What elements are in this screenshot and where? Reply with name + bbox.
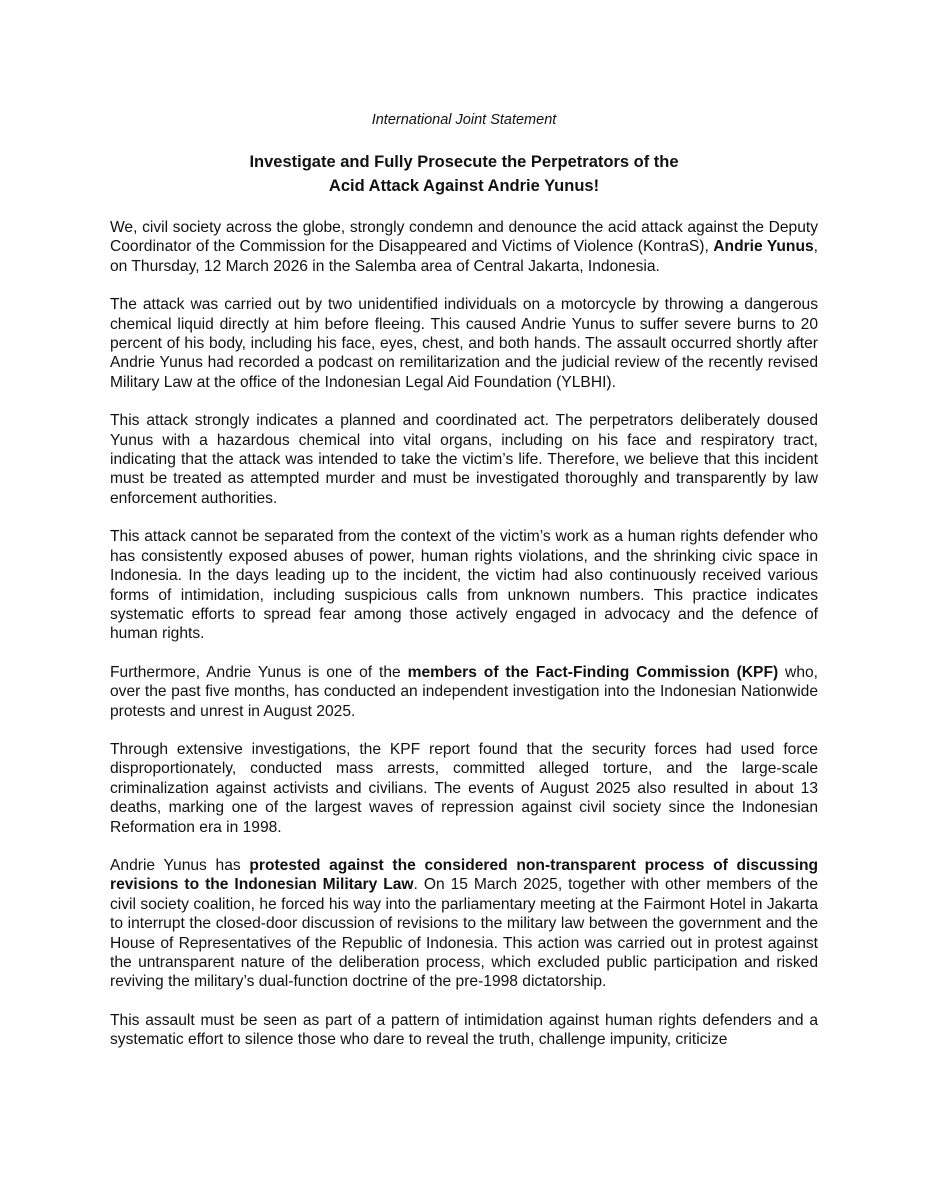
document-body <box>110 110 818 1069</box>
p7-text-a: Andrie Yunus has <box>110 856 250 874</box>
document-title <box>110 150 818 198</box>
p1-victim-name: Andrie Yunus <box>713 238 814 256</box>
p5-text-a: Furthermore, Andrie Yunus is one of the <box>110 663 408 681</box>
p7-text-c: . On 15 March 2025, together with other members of the civil society coalition, he forced his way into the parliamentary meeting at the Fairmont Hotel in Jakarta to interrupt the closed-door discussion of revisions to the military law between the government and the House of Representatives of the Republic of Indonesia. This action was carried out in protest against the untransparent nature of the deliberation process, which excluded public participation and risked reviving the military’s dual-function doctrine of the pre-1998 dictatorship. <box>110 876 818 991</box>
paragraph-military-law-protest <box>110 856 818 992</box>
paragraph-condemnation <box>110 218 818 276</box>
p5-kpf-bold: members of the Fact-Finding Commission (KPF) <box>407 663 779 681</box>
p1-text-c: , on Thursday, 12 March 2026 in the Salemba area of Central Jakarta, Indonesia. <box>110 238 818 275</box>
statement-type-label: International Joint Statement <box>371 112 557 128</box>
p5-text-c: who, over the past five months, has conducted an independent investigation into the Indonesian Nationwide protests and unrest in August 2025. <box>110 663 818 720</box>
paragraph-pattern-intimidation: This assault must be seen as part of a pattern of intimidation against human rights defenders and a systematic effort to silence those who dare to reveal the truth, challenge impunity, criticize <box>110 1011 818 1049</box>
paragraph-kpf-member <box>110 663 818 721</box>
title-line-1: Investigate and Fully Prosecute the Perpetrators of the <box>249 153 679 171</box>
paragraph-kpf-findings: Through extensive investigations, the KPF report found that the security forces had used force disproportionately, conducted mass arrests, committed alleged torture, and the large-scale criminalization against activists and civilians. The events of August 2025 also resulted in about 13 deaths, marking one of the largest waves of repression against civil society since the Indonesian Reformation era in 1998. <box>110 740 818 836</box>
title-line-2: Acid Attack Against Andrie Yunus! <box>328 177 600 195</box>
p7-protest-bold: protested against the considered non-transparent process of discussing revisions to the Indonesian Military Law <box>110 856 818 894</box>
p1-text-a: We, civil society across the globe, strongly condemn and denounce the acid attack against the Deputy Coordinator of the Commission for the Disappeared and Victims of Violence (KontraS), <box>110 219 818 256</box>
paragraph-attack-details: The attack was carried out by two unidentified individuals on a motorcycle by throwing a dangerous chemical liquid directly at him before fleeing. This caused Andrie Yunus to suffer severe burns to 20 percent of his body, including his face, eyes, chest, and both hands. The assault occurred shortly after Andrie Yunus had recorded a podcast on remilitarization and the judicial review of the recently revised Military Law at the office of the Indonesian Legal Aid Foundation (YLBHI). <box>110 296 818 391</box>
paragraph-planned-act: This attack strongly indicates a planned and coordinated act. The perpetrators deliberately doused Yunus with a hazardous chemical into vital organs, including on his face and respiratory tract, indicating that the attack was intended to take the victim’s life. Therefore, we believe that this incident must be treated as attempted murder and must be investigated thoroughly and transparently by law enforcement authorities. <box>110 412 818 507</box>
paragraph-context: This attack cannot be separated from the context of the victim’s work as a human rights defender who has consistently exposed abuses of power, human rights violations, and the shrinking civic space in Indonesia. In the days leading up to the incident, the victim had also continuously received various forms of intimidation, including suspicious calls from unknown numbers. This practice indicates systematic efforts to spread fear among those actively engaged in advocacy and the defence of human rights. <box>110 528 818 643</box>
